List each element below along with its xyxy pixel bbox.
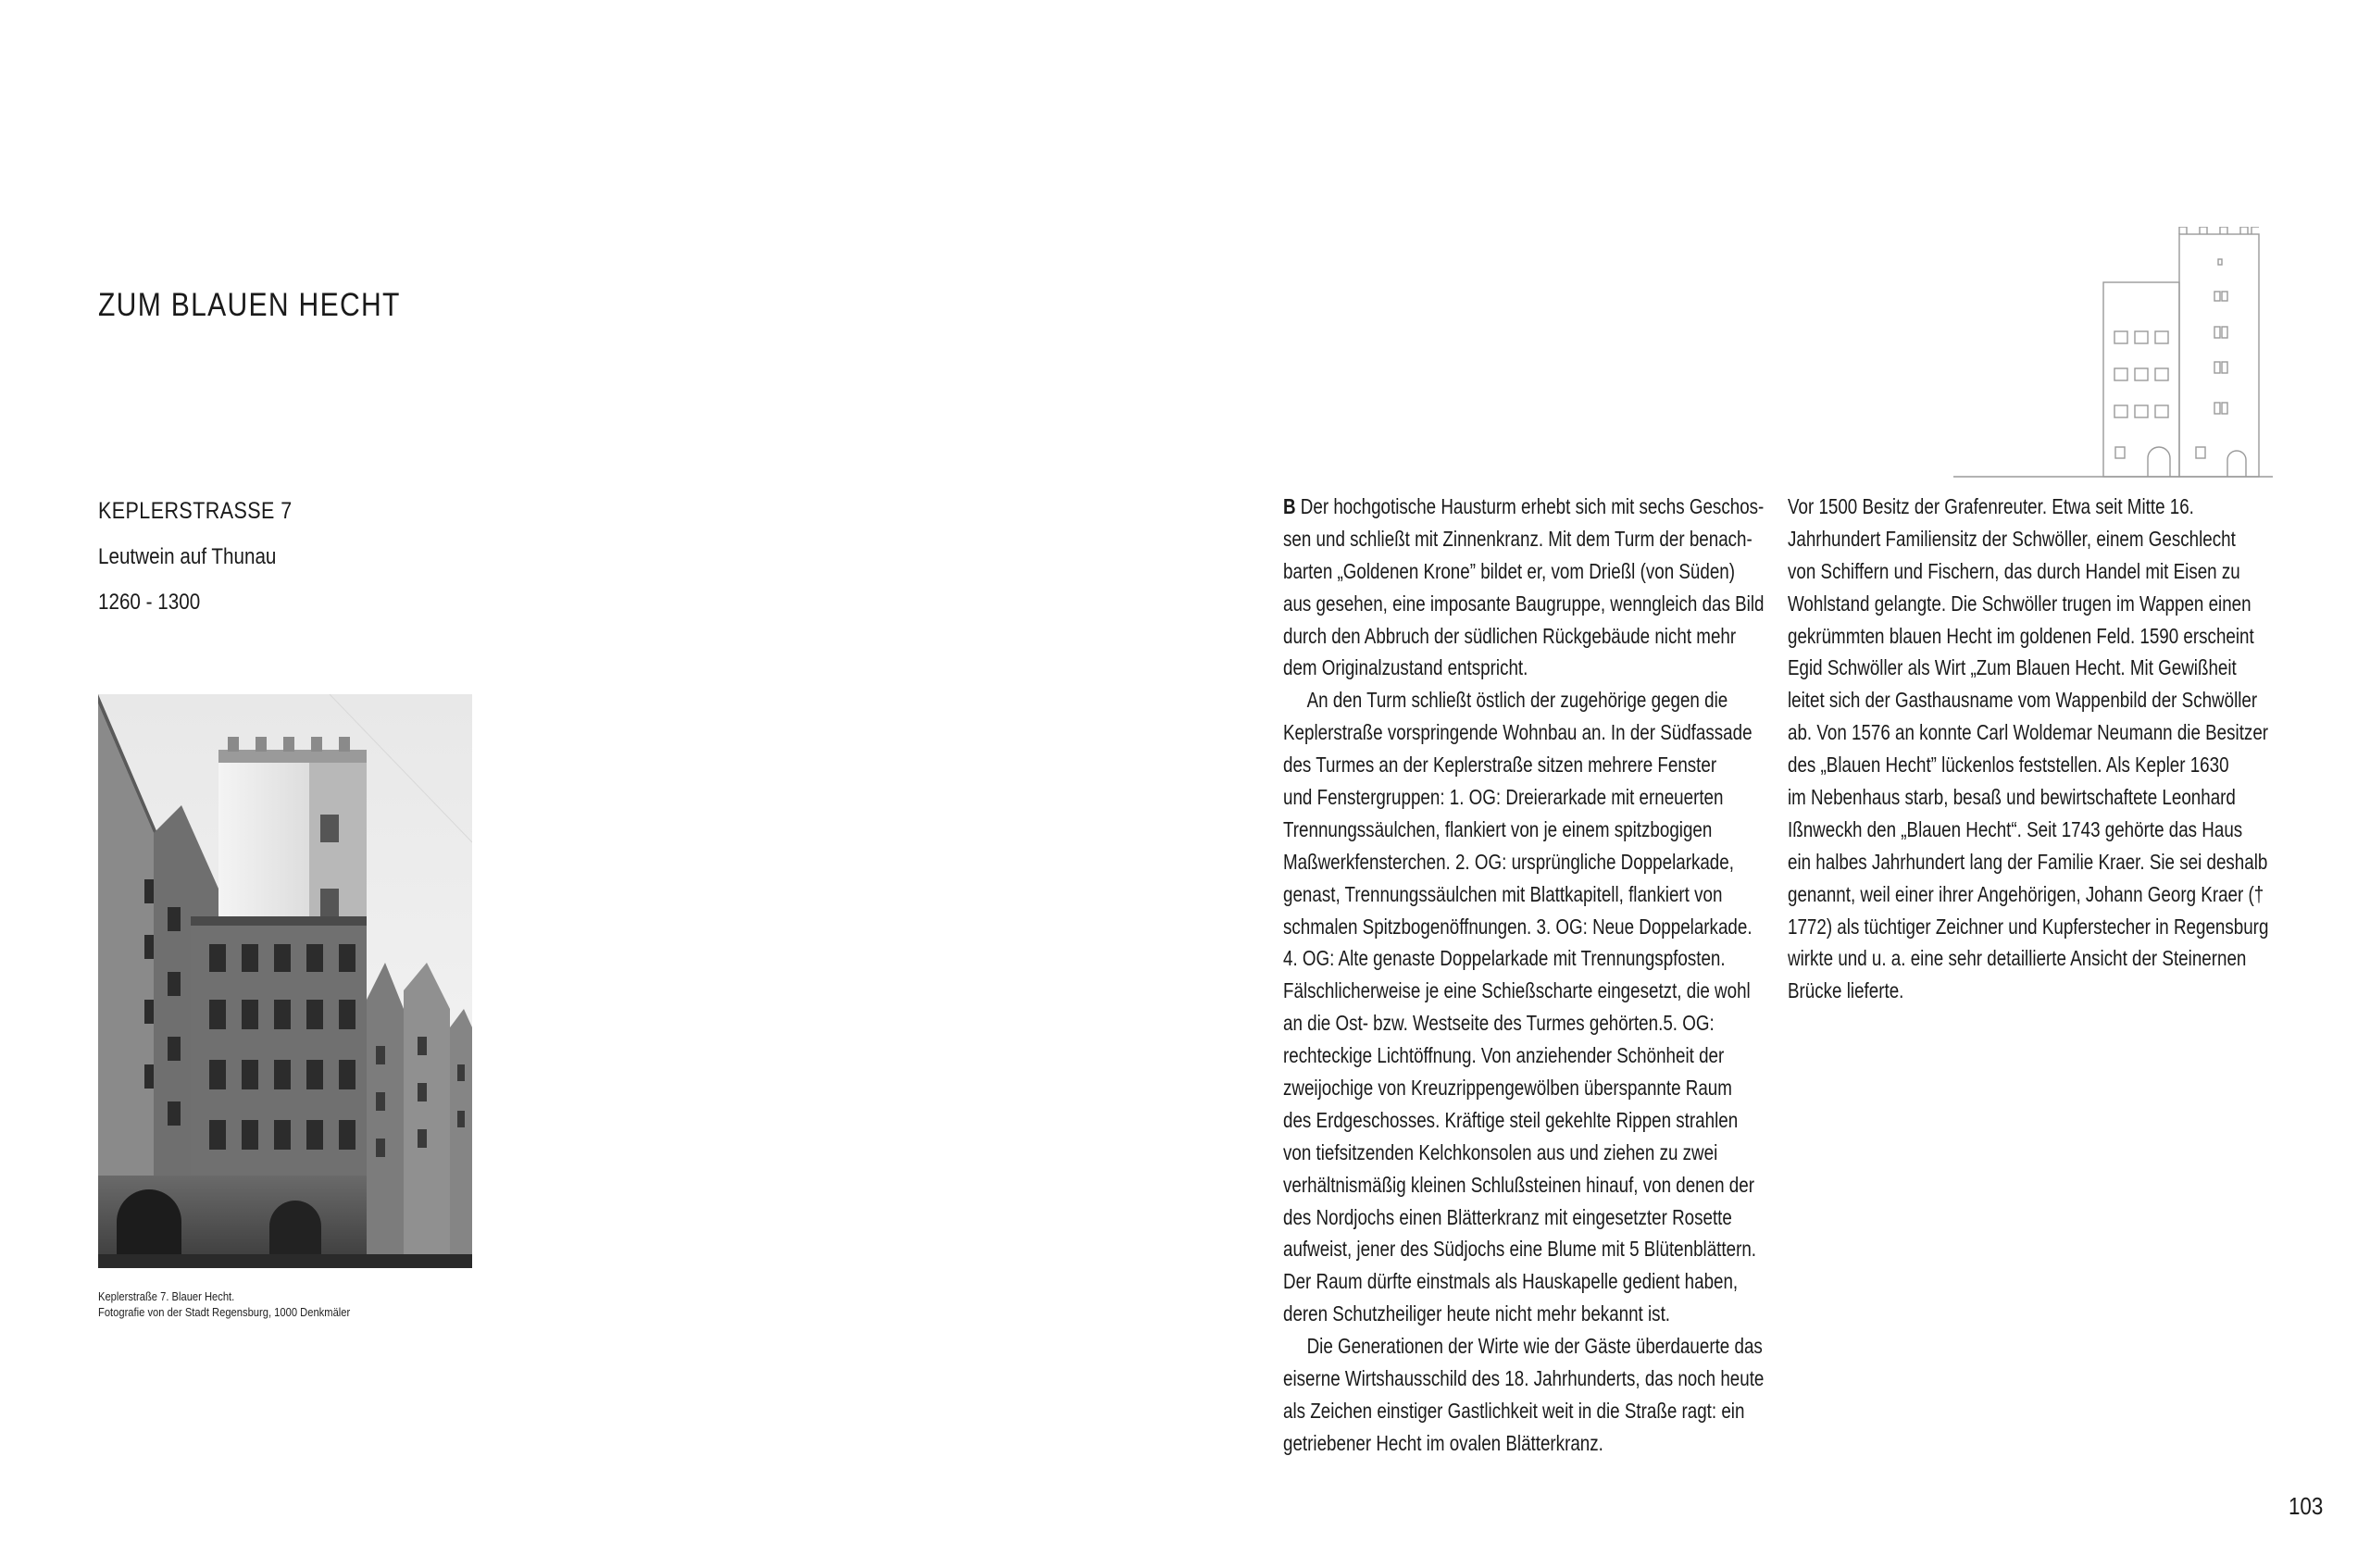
text-line: getriebener Hecht im ovalen Blätterkranz. bbox=[1283, 1430, 1603, 1455]
facade-elevation-drawing bbox=[1953, 227, 2273, 479]
text-line: Maßwerkfensterchen. 2. OG: ursprüngliche Doppelarkade, bbox=[1283, 849, 1734, 874]
photo-caption bbox=[98, 1288, 350, 1320]
text-line: des Erdgeschosses. Kräftige steil gekehlte Rippen strahlen bbox=[1283, 1107, 1739, 1132]
photo-caption-line-2: Fotografie von der Stadt Regensburg, 1000 Denkmäler bbox=[98, 1305, 351, 1319]
text-line: barten „Goldenen Krone” bildet er, vom Drießl (von Süden) bbox=[1283, 558, 1736, 583]
text-line: Der Raum dürfte einstmals als Hauskapelle gedient haben, bbox=[1283, 1269, 1739, 1294]
text-line: von Schiffern und Fischern, das durch Handel mit Eisen zu bbox=[1788, 558, 2240, 583]
text-line: zweijochige von Kreuzrippengewölben überspannte Raum bbox=[1283, 1076, 1732, 1101]
text-line: ab. Von 1576 an konnte Carl Woldemar Neumann die Besitzer bbox=[1788, 720, 2269, 745]
text-line: von tiefsitzenden Kelchkonsolen aus und ziehen zu zwei bbox=[1283, 1139, 1718, 1164]
text-line: eiserne Wirtshausschild des 18. Jahrhunderts, das noch heute bbox=[1283, 1366, 1765, 1391]
body-text-column-1 bbox=[1283, 491, 1764, 1460]
text-line: leitet sich der Gasthausname vom Wappenbild der Schwöller bbox=[1788, 688, 2258, 713]
text-line: dem Originalzustand entspricht. bbox=[1283, 655, 1528, 680]
text-line: durch den Abbruch der südlichen Rückgebäude nicht mehr bbox=[1283, 623, 1737, 648]
text-line: Fälschlicherweise je eine Schießscharte eingesetzt, die wohl bbox=[1283, 978, 1751, 1003]
text-line: An den Turm schließt östlich der zugehörige gegen die bbox=[1306, 688, 1728, 713]
text-line: im Nebenhaus starb, besaß und bewirtschaftete Leonhard bbox=[1788, 785, 2236, 810]
text-line: schmalen Spitzbogenöffnungen. 3. OG: Neue Doppelarkade. bbox=[1283, 914, 1753, 939]
text-line: rechteckige Lichtöffnung. Von anziehender Schönheit der bbox=[1283, 1043, 1725, 1068]
text-line: genast, Trennungssäulchen mit Blattkapitell, flankiert von bbox=[1283, 881, 1723, 906]
text-line: des Nordjochs einen Blätterkranz mit eingesetzter Rosette bbox=[1283, 1204, 1732, 1229]
page-number: 103 bbox=[2289, 1492, 2324, 1520]
building-photo bbox=[98, 694, 472, 1268]
text-line: als Zeichen einstiger Gastlichkeit weit in die Straße ragt: ein bbox=[1283, 1398, 1745, 1423]
text-line: B Der hochgotische Hausturm erhebt sich mit sechs Geschos- bbox=[1283, 494, 1765, 518]
text-line: genannt, weil einer ihrer Angehörigen, Johann Georg Kraer († bbox=[1788, 881, 2264, 906]
text-line: des Turmes an der Keplerstraße sitzen mehrere Fenster bbox=[1283, 753, 1717, 778]
text-line: aufweist, jener des Südjochs eine Blume mit 5 Blütenblättern. bbox=[1283, 1237, 1757, 1262]
text-line: Vor 1500 Besitz der Grafenreuter. Etwa seit Mitte 16. bbox=[1788, 494, 2194, 518]
text-line: 1772) als tüchtiger Zeichner und Kupferstecher in Regensburg bbox=[1788, 914, 2269, 939]
text-line: Egid Schwöller als Wirt „Zum Blauen Hecht. Mit Gewißheit bbox=[1788, 655, 2237, 680]
text-line: Jahrhundert Familiensitz der Schwöller, einem Geschlecht bbox=[1788, 526, 2236, 551]
architect-name: Leutwein auf Thunau bbox=[98, 544, 277, 569]
text-line: verhältnismäßig kleinen Schlußsteinen hinauf, von denen der bbox=[1283, 1172, 1754, 1197]
text-line: Keplerstraße vorspringende Wohnbau an. In der Südfassade bbox=[1283, 720, 1753, 745]
text-line: ein halbes Jahrhundert lang der Familie Kraer. Sie sei deshalb bbox=[1788, 849, 2268, 874]
text-line: und Fenstergruppen: 1. OG: Dreierarkade mit erneuerten bbox=[1283, 785, 1724, 810]
text-line: Die Generationen der Wirte wie der Gäste überdauerte das bbox=[1306, 1334, 1763, 1359]
page-title: ZUM BLAUEN HECHT bbox=[98, 287, 401, 323]
text-line: sen und schließt mit Zinnenkranz. Mit dem Turm der benach- bbox=[1283, 526, 1753, 551]
photo-caption-line-1: Keplerstraße 7. Blauer Hecht. bbox=[98, 1289, 235, 1303]
text-line: deren Schutzheiliger heute nicht mehr bekannt ist. bbox=[1283, 1301, 1671, 1326]
lead-letter: B bbox=[1283, 494, 1296, 518]
construction-dates: 1260 - 1300 bbox=[98, 590, 201, 615]
text-line: Wohlstand gelangte. Die Schwöller trugen im Wappen einen bbox=[1788, 591, 2252, 616]
text-line: wirkte und u. a. eine sehr detaillierte Ansicht der Steinernen bbox=[1788, 946, 2247, 971]
text-line: des „Blauen Hecht” lückenlos feststellen. Als Kepler 1630 bbox=[1788, 753, 2229, 778]
text-line: Ißnweckh den „Blauen Hecht“. Seit 1743 gehörte das Haus bbox=[1788, 816, 2243, 841]
building-address: KEPLERSTRASSE 7 bbox=[98, 498, 293, 524]
text-line: Brücke lieferte. bbox=[1788, 978, 1904, 1003]
text-line: 4. OG: Alte genaste Doppelarkade mit Trennungspfosten. bbox=[1283, 946, 1726, 971]
text-line: aus gesehen, eine imposante Baugruppe, wenngleich das Bild bbox=[1283, 591, 1765, 616]
body-text-column-2 bbox=[1788, 491, 2268, 1007]
text-line: gekrümmten blauen Hecht im goldenen Feld. 1590 erscheint bbox=[1788, 623, 2254, 648]
text-line: an die Ost- bzw. Westseite des Turmes gehörten.5. OG: bbox=[1283, 1011, 1715, 1036]
text-line: Trennungssäulchen, flankiert von je einem spitzbogigen bbox=[1283, 816, 1713, 841]
